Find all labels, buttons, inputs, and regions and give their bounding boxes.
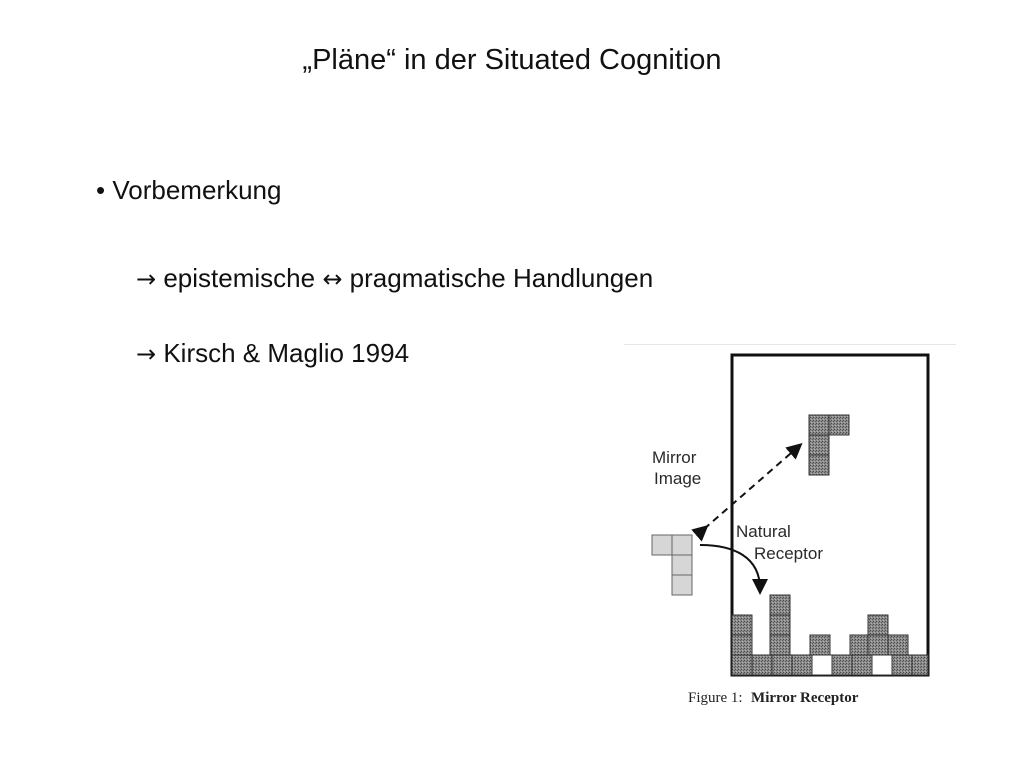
mirror-image-zoid (652, 535, 692, 595)
caption-prefix: Figure 1: (688, 690, 743, 706)
sub-item-text-reference: Kirsch & Maglio 1994 (163, 338, 410, 368)
sub-item-reference (136, 338, 409, 369)
right-arrow-icon: → (136, 265, 157, 293)
label-mirror: Mirror (652, 448, 697, 467)
figure-caption (688, 689, 859, 706)
caption-title: Mirror Receptor (751, 690, 859, 706)
bullet-marker: • (96, 175, 106, 205)
tetris-well (732, 355, 928, 675)
label-natural: Natural (736, 522, 791, 541)
mirror-receptor-figure (624, 345, 956, 715)
sub-item-text-epistemische: epistemische (163, 263, 316, 293)
label-receptor: Receptor (754, 544, 823, 563)
bullet-text: Vorbemerkung (112, 175, 282, 205)
left-right-arrow-icon: ↔ (322, 265, 343, 293)
sub-item-handlungen (136, 263, 653, 294)
bullet-vorbemerkung (96, 175, 281, 206)
label-image: Image (654, 469, 702, 488)
slide-title: „Pläne“ in der Situated Cognition (302, 44, 722, 76)
right-arrow-icon: → (136, 340, 157, 368)
sub-item-text-pragmatische: pragmatische Handlungen (349, 263, 654, 293)
